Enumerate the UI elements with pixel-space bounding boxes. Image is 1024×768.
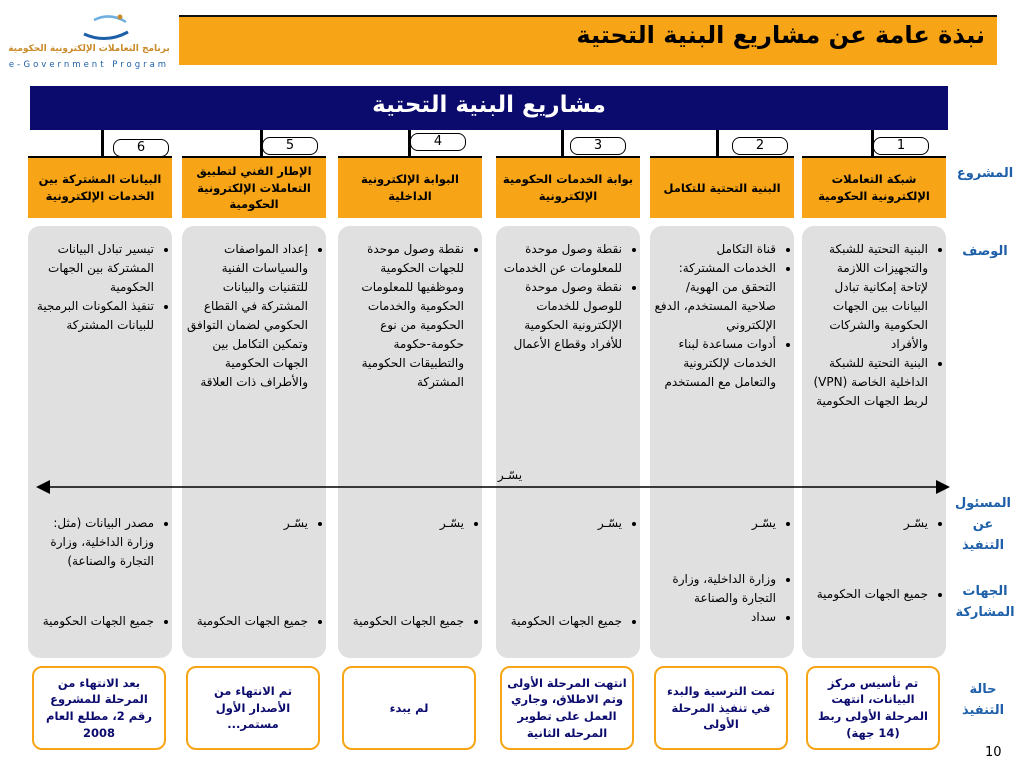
project-status-6: بعد الانتهاء من المرحلة للمشروع رقم 2، مطلع العام 2008 <box>32 666 166 750</box>
project-title-3: بوابة الخدمات الحكومية الإلكترونية <box>496 156 640 218</box>
project-participants-3 <box>500 612 634 631</box>
participant-item: • جميع الجهات الحكومية <box>342 612 464 631</box>
page-number: 10 <box>985 745 1002 760</box>
project-description-5 <box>186 240 320 392</box>
banner-title: مشاريع البنية التحتية <box>372 92 606 118</box>
description-item: • نقطة وصول موحدة للوصول للخدمات الإلكترونية الحكومية للأفراد وقطاع الأعمال <box>500 278 622 354</box>
participant-item: • جميع الجهات الحكومية <box>500 612 622 631</box>
participant-item: • جميع الجهات الحكومية <box>806 585 928 604</box>
description-item: • نقطة وصول موحدة للمعلومات عن الخدمات <box>500 240 622 278</box>
description-item: • إعداد المواصفات والسياسات الفنية للتقنيات والبيانات المشتركة في القطاع الحكومي لضمان التوافق وتمكين التكامل بين الجهات الحكومية والأطراف ذات العلاقة <box>186 240 308 392</box>
project-responsible-5 <box>186 514 320 533</box>
project-participants-4 <box>342 612 476 631</box>
project-number-6: 6 <box>113 139 169 157</box>
responsible-item: • يسّـر <box>342 514 464 533</box>
description-item: • تيسير تبادل البيانات المشتركة بين الجهات الحكومية <box>24 240 154 297</box>
project-title-2: البنية التحتية للتكامل <box>650 156 794 218</box>
project-description-1 <box>806 240 940 411</box>
project-participants-6 <box>32 612 166 631</box>
connector-line-3 <box>561 130 564 158</box>
description-item: • تنفيذ المكونات البرمجية للبيانات المشتركة <box>24 297 154 335</box>
responsible-item: • يسّـر <box>186 514 308 533</box>
project-description-2 <box>654 240 788 392</box>
project-title-6: البيانات المشتركة بين الخدمات الإلكترونية <box>28 156 172 218</box>
row-label-participants: الجهات المشاركة <box>955 584 1015 620</box>
connector-line-2 <box>716 130 719 158</box>
section-banner <box>30 86 948 130</box>
description-item: • البنية التحتية للشبكة والتجهيزات اللازمة لإتاحة إمكانية تبادل البيانات بين الجهات الحكومية والشركات والأفراد <box>806 240 928 354</box>
project-status-1: تم تأسيس مركز البيانات، انتهت المرحلة الأولى ربط (14 جهة) <box>806 666 940 750</box>
project-description-3 <box>500 240 634 354</box>
logo-english-text: e-Government Program <box>8 60 170 70</box>
description-item: • الخدمات المشتركة: التحقق من الهوية/صلاحية المستخدم، الدفع الإلكتروني <box>654 259 776 335</box>
project-description-6 <box>24 240 166 335</box>
row-label-project: المشروع <box>956 166 1014 181</box>
logo-mark-icon <box>76 10 136 48</box>
project-participants-2 <box>654 570 788 628</box>
project-number-1: 1 <box>873 137 929 155</box>
project-title-1: شبكة التعاملات الإلكترونية الحكومية <box>802 156 946 218</box>
project-number-2: 2 <box>732 137 788 155</box>
row-label-status: حالة التنفيذ <box>961 682 1005 718</box>
participant-item: • وزارة الداخلية، وزارة التجارة والصناعة <box>654 570 776 608</box>
project-responsible-2 <box>654 514 788 533</box>
responsible-item: • مصدر البيانات (مثل: وزارة الداخلية، وزارة التجارة والصناعة) <box>32 514 154 572</box>
description-item: • أدوات مساعدة لبناء الخدمات لإلكترونية والتعامل مع المستخدم <box>654 335 776 392</box>
project-status-3: انتهت المرحلة الأولى وتم الاطلاق، وجاري العمل على تطوير المرحله الثانية <box>500 666 634 750</box>
description-item: • البنية التحتية للشبكة الداخلية الخاصة (VPN) لربط الجهات الحكومية <box>806 354 928 411</box>
project-description-4 <box>342 240 476 392</box>
project-status-5: تم الانتهاء من الأصدار الأول مستمر... <box>186 666 320 750</box>
participant-item: • سداد <box>654 608 776 627</box>
description-item: • نقطة وصول موحدة للجهات الحكومية وموظفيها للمعلومات الحكومية والخدمات الحكومية من نوع حكومة-حكومة والتطبيقات الحكومية المشتركة <box>342 240 464 392</box>
project-responsible-4 <box>342 514 476 533</box>
page-title: نبذة عامة عن مشاريع البنية التحتية <box>576 21 985 49</box>
project-responsible-1 <box>806 514 940 533</box>
project-responsible-6 <box>32 514 166 572</box>
responsible-item: • يسّـر <box>654 514 776 533</box>
connector-line-6 <box>101 130 104 158</box>
participant-item: • جميع الجهات الحكومية <box>32 612 154 631</box>
project-number-4: 4 <box>410 133 466 151</box>
row-label-responsible: المسئول عن التنفيذ <box>954 496 1012 553</box>
logo-arabic-text: برنامج التعاملات الإلكترونية الحكومية <box>8 44 170 54</box>
project-responsible-3 <box>500 514 634 533</box>
responsible-item: • يسّـر <box>500 514 622 533</box>
project-status-2: تمت الترسية والبدء في تنفيذ المرحلة الأولى <box>654 666 788 750</box>
project-participants-5 <box>186 612 320 631</box>
project-number-3: 3 <box>570 137 626 155</box>
description-item: • قناة التكامل <box>654 240 776 259</box>
project-participants-1 <box>806 585 940 604</box>
arrow-label: يسّـر <box>497 468 523 482</box>
row-label-description: الوصف <box>962 244 1008 259</box>
participant-item: • جميع الجهات الحكومية <box>186 612 308 631</box>
project-title-4: البوابة الإلكترونية الداخلية <box>338 156 482 218</box>
project-number-5: 5 <box>262 137 318 155</box>
responsible-item: • يسّـر <box>806 514 928 533</box>
project-title-5: الإطار الفني لتطبيق التعاملات الإلكترونية الحكومية <box>182 156 326 218</box>
e-government-logo <box>8 10 170 76</box>
header-bar <box>179 15 997 65</box>
project-status-4: لم يبدء <box>342 666 476 750</box>
